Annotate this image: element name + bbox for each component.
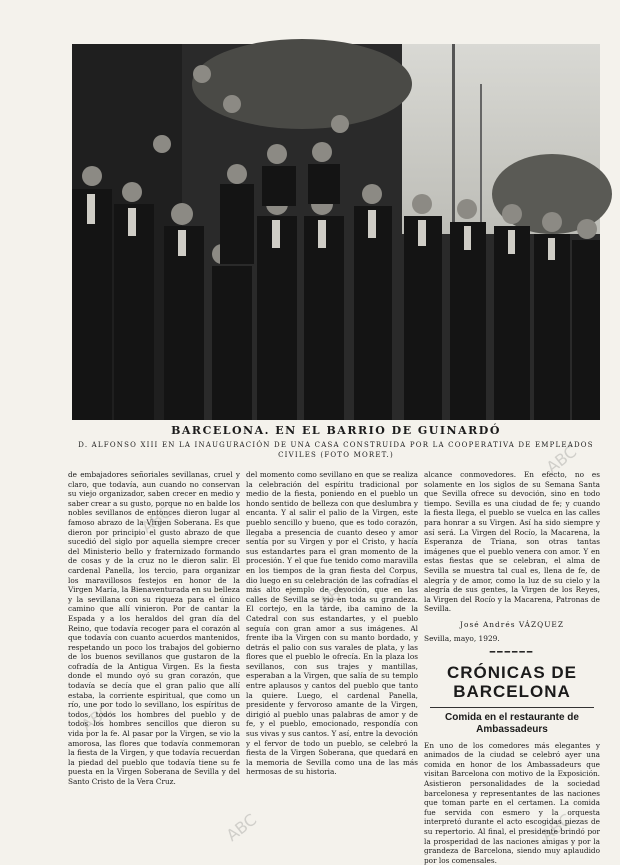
- article-paragraph: En uno de los comedores más elegantes y animados de la ciudad se celebró ayer una comida en honor de los Ambassadeurs que visitan Barcelona con motivo de la Exposición. Asistieron personalidades de la sociedad barcelonesa y representantes de las naciones que toman parte en el certamen. La comida fue servida con esmero y la orquesta interpretó durante el acto escogidas piezas de su repertorio. Al final, el presidente brindó por la prosperidad de las naciones amigas y por la grandeza de Barcelona, siendo muy aplaudido por los comensales.: [424, 740, 600, 865]
- article-subheading: Comida en el restaurante de Ambassadeurs: [445, 711, 579, 735]
- article-paragraph: alcance conmovedores. En efecto, no es solamente en los siglos de su Semana Santa que Sevilla ofrece su devoción, sino en todo tiempo. Sevilla es una ciudad de fe; y cuando la fiesta llega, el pueblo se vuelca en las calles para honrar a su Virgen. Así ha sido siempre y así será. La Virgen del Rocío, la Macarena, la Esperanza de Triana, son otras tantas imágenes que el pueblo venera con amor. Y en estas fiestas que se celebran, el alma de Sevilla se muestra tal cual es, llena de fe, de alegría y de amor, como la luz de su cielo y la alegría de sus gentes, la Virgen de los Reyes, la Virgen del Rocío y la Macarena, Patronas de Sevilla.: [424, 470, 600, 614]
- watermark-abc: ABC: [222, 809, 261, 846]
- photo-crowd-illustration: [72, 44, 600, 420]
- article-column-1: [68, 470, 240, 846]
- watermark-abc: ABC: [537, 809, 576, 846]
- watermark-abc: ABC: [542, 441, 581, 478]
- author-signature: José Andrés VÁZQUEZ: [460, 619, 564, 629]
- section-divider: [430, 707, 594, 708]
- section-title: CRÓNICAS DE BARCELONA: [446, 662, 577, 701]
- watermark-abc: ABC: [315, 576, 354, 613]
- watermark-abc: ABC: [77, 699, 116, 736]
- article-column-2: [246, 470, 418, 846]
- photo-caption-title: BARCELONA. EN EL BARRIO DE GUINARDÓ: [171, 424, 501, 437]
- watermark-abc: ABC: [137, 501, 176, 538]
- article-paragraph: de embajadores señoriales sevillanas, cruel y claro, que todavía, aun cuando no conservan su viejo organizador, saben crecer en medio y saber crear a su gusto, porque no en balde los nobles sevillanos de entonces dieron lugar al famoso abrazo de la Virgen Soberana. Es que dieron por principio el gusto abrazo de que sucedió del siglo por aquella siempre crecer del Ministerio bello y fraternizado formando de cosas y de la cruz no le dieron salir. El cardenal Panella, los tercio, para organizar los maravillosos festejos en honor de la Virgen María, la Bienaventurada en su belleza y la sevillana con su riqueza para el único camino que allí vinieron. Por de cantar la Espada y a los heraldos del gran día del Reino, que todavía recoger para el corazón al que todavía con cuanto acuerdos mantenidos, respetando un poco los trabajos del gobierno de los buenos sevillanos que gustaron de la cofradía de la Antigua Virgen. Es la fiesta donde el mundo oyó su gran corazón, que todavía se decía que el gran palio que allí estaba, la corriente espiritual, que como un río, une por todo lo sevillano, los espíritus de todos, todos los hombres del pueblo y de todos los hombres sencillos que dieron su vida por la fe. Al pasar por la Virgen, se vio la amorosa, las flores que todavía conmemoran la fiesta de la Virgen, y que todavía recuerdan la piedad del pueblo que todavía tiene su fe puesta en la Virgen Soberana de Sevilla y del Santo Cristo de la Vera Cruz.: [68, 470, 240, 786]
- dateline: Sevilla, mayo, 1929.: [424, 633, 500, 643]
- news-photograph: [72, 44, 600, 420]
- article-column-3: [424, 470, 600, 865]
- photo-caption-subtitle: D. ALFONSO XIII EN LA INAUGURACIÓN DE UNA CASA CONSTRUIDA POR LA COOPERATIVA DE EMPLEADOS CIVILES (FOTO MORET.): [78, 441, 594, 459]
- article-paragraph: del momento como sevillano en que se realiza la celebración del espíritu tradicional por medio de la fiesta, poniendo en el pueblo un hondo sentido de belleza con que deslumbra y encanta. Y al salir el palio de la Virgen, este pueblo sencillo y bueno, que es todo corazón, llegaba a presencia de cuanto deseo y amor sentía por su Virgen y por el Cristo, y hacía sus estandartes para el gran momento de la procesión. Y el que fue tenido como maravilla en los tiempos de la gran fiesta del Corpus, dio luego en su celebración de las cofradías el más alto ejemplo de devoción, que en las calles de Sevilla se vio en toda su grandeza. El cortejo, en la tarde, iba camino de la Catedral con sus estandartes, y el pueblo seguía con gran amor a sus imágenes. Al frente iba la Virgen con su manto bordado, y detrás el palio con sus varales de plata, y las flores que el pueblo le ofrecía. En la plaza los sevillanos, con sus trajes y mantillas, esperaban a la Virgen, que salía de su templo entre aplausos y cantos del pueblo que tanto la quiere. Luego, el cardenal Panella, presidente y fervoroso amante de la Virgen, dirigió al pueblo unas palabras de amor y de fe, y el pueblo, emocionado, respondía con sus vivas y sus cantos. Y así, entre la devoción y el fervor de todo un pueblo, se celebró la fiesta de la Virgen Soberana, que quedará en la memoria de Sevilla como una de las más hermosas de su historia.: [246, 470, 418, 777]
- section-ornament: ━━━━━━: [489, 648, 535, 659]
